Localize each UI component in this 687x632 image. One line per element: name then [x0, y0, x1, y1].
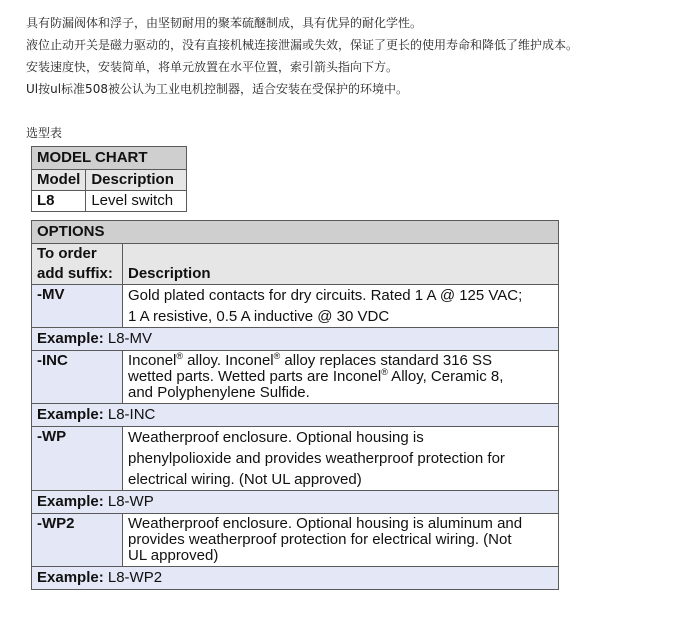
example-label: Example: — [37, 493, 104, 510]
intro-line-3: 安装速度快，安装简单，将单元放置在水平位置，索引箭头指向下方。 — [26, 60, 399, 74]
example-row — [32, 404, 559, 427]
suffix-cell: -WP — [32, 427, 123, 491]
example-label: Example: — [37, 330, 104, 347]
example-label: Example: — [37, 406, 104, 423]
example-row — [32, 491, 559, 514]
description-line: Gold plated contacts for dry circuits. Rated 1 A @ 125 VAC; — [128, 287, 523, 304]
table-row — [32, 351, 559, 404]
model-chart-title-row — [32, 147, 187, 170]
description-line: phenylpolioxide and provides weatherproof protection for — [128, 450, 505, 467]
suffix-cell: -INC — [32, 351, 123, 404]
example-cell — [32, 328, 559, 351]
example-cell — [32, 404, 559, 427]
model-chart-title: MODEL CHART — [32, 147, 187, 170]
intro-line-4: Ul按ul标准508被公认为工业电机控制器，适合安装在受保护的环境中。 — [26, 82, 408, 96]
options-table — [31, 220, 559, 590]
example-label: Example: — [37, 569, 104, 586]
description-line: Weatherproof enclosure. Optional housing is aluminum and — [128, 515, 523, 532]
description-cell — [123, 514, 559, 567]
description-line: and Polyphenylene Sulfide. — [128, 384, 310, 401]
suffix-header-line-2: add suffix: — [37, 265, 113, 282]
description-cell — [123, 285, 559, 328]
description-line: UL approved) — [128, 547, 219, 564]
model-cell: L8 — [32, 191, 86, 212]
description-column-header: Description — [86, 170, 187, 191]
description-cell: Level switch — [86, 191, 187, 212]
suffix-cell: -MV — [32, 285, 123, 328]
description-line: wetted parts. Wetted parts are Inconel® Alloy, Ceramic 8, — [128, 367, 504, 385]
description-line: 1 A resistive, 0.5 A inductive @ 30 VDC — [128, 308, 390, 325]
model-chart-table — [31, 146, 187, 212]
suffix-header-line-1: To order — [37, 245, 97, 262]
options-header-row — [32, 244, 559, 285]
description-line: provides weatherproof protection for electrical wiring. (Not — [128, 531, 512, 548]
suffix-cell: -WP2 — [32, 514, 123, 567]
example-row — [32, 328, 559, 351]
example-cell — [32, 491, 559, 514]
selection-table-caption: 选型表 — [26, 126, 63, 140]
model-chart-header-row — [32, 170, 187, 191]
intro-text — [26, 12, 681, 100]
example-value: L8-INC — [107, 406, 156, 423]
example-value: L8-MV — [107, 330, 153, 347]
table-row — [32, 514, 559, 567]
table-row — [32, 285, 559, 328]
model-column-header: Model — [32, 170, 86, 191]
intro-line-1: 具有防漏阀体和浮子，由坚韧耐用的聚苯硫醚制成，具有优异的耐化学性。 — [26, 16, 423, 30]
intro-line-2: 液位止动开关是磁力驱动的，没有直接机械连接泄漏或失效，保证了更长的使用寿命和降低了维护成本。 — [26, 38, 579, 52]
description-line: Weatherproof enclosure. Optional housing is — [128, 429, 424, 446]
registered-mark: ® — [176, 351, 184, 361]
example-cell — [32, 567, 559, 590]
registered-mark: ® — [381, 367, 388, 377]
example-value: L8-WP2 — [107, 569, 163, 586]
table-row — [32, 427, 559, 491]
description-cell — [123, 427, 559, 491]
description-line: electrical wiring. (Not UL approved) — [128, 471, 362, 488]
suffix-column-header — [32, 244, 123, 285]
table-row — [32, 191, 187, 212]
example-row — [32, 567, 559, 590]
options-description-header: Description — [123, 244, 559, 285]
registered-mark: ® — [273, 351, 281, 361]
options-title: OPTIONS — [32, 221, 559, 244]
description-line: Inconel® alloy. Inconel® alloy replaces standard 316 SS — [128, 351, 493, 369]
description-cell — [123, 351, 559, 404]
example-value: L8-WP — [107, 493, 154, 510]
options-title-row — [32, 221, 559, 244]
